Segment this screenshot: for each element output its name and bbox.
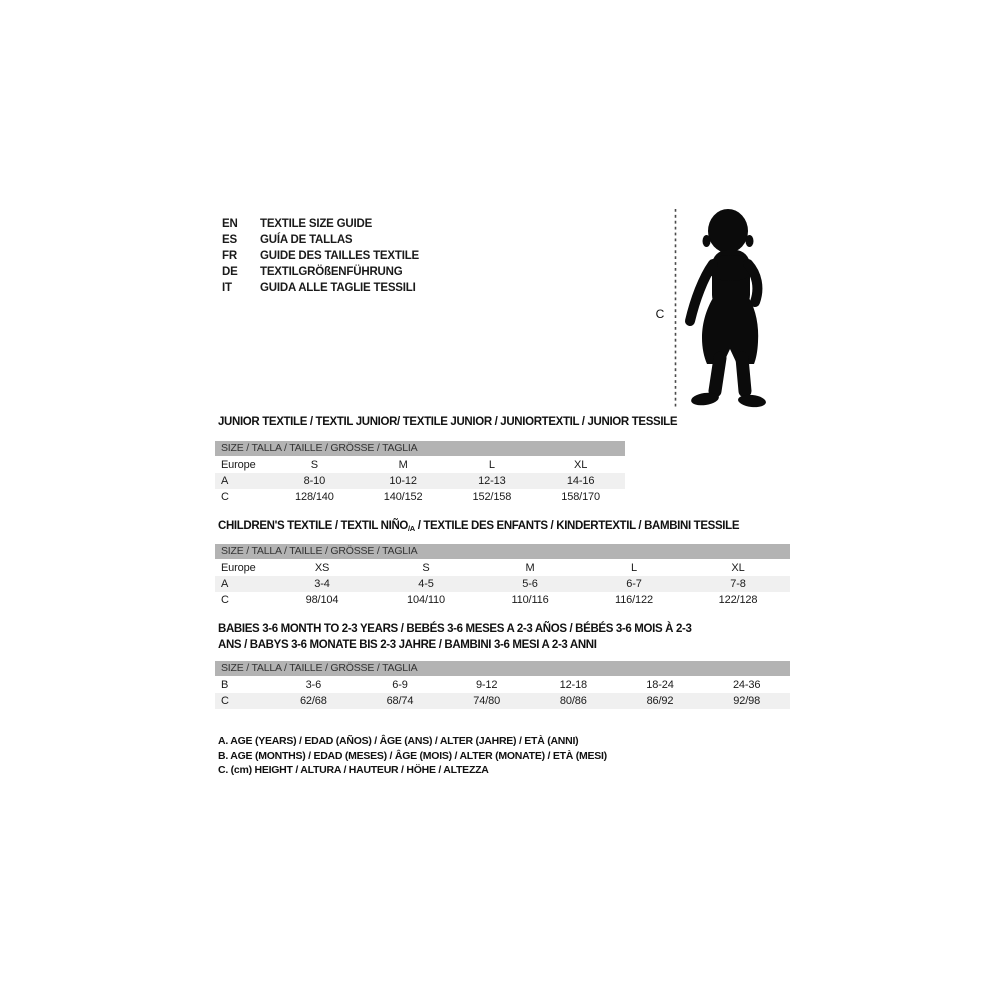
table-cell: XL [574,459,588,471]
table-cell: 74/80 [473,695,501,707]
table-cell: 3-6 [305,679,322,691]
language-row [222,280,419,296]
table-cell: 24-36 [732,679,761,691]
table-cell: 4-5 [418,578,434,590]
height-label-c: C [655,307,665,321]
language-row [222,216,419,232]
babies-size-table [215,661,790,709]
table-cell: 98/104 [305,594,339,606]
section-title-children [218,519,739,537]
table-row-height [215,693,790,709]
children-size-table [215,544,790,608]
legend-line-c: C. (cm) HEIGHT / ALTURA / HAUTEUR / HÖHE / ALTEZZA [218,764,489,776]
table-cell: 6-9 [392,679,408,691]
language-row [222,264,419,280]
table-cell: 62/68 [299,695,327,707]
table-row-europe [215,457,625,473]
table-cell: 122/128 [718,594,758,606]
toddler-silhouette-icon [650,202,780,410]
junior-size-table [215,441,625,505]
table-body [215,560,790,608]
table-cell: L [631,562,637,574]
language-row [222,248,419,264]
language-code: DE [222,266,238,278]
table-cell: 116/122 [615,594,653,606]
table-cell: 8-10 [303,475,326,487]
table-cell: XS [314,562,330,574]
table-cell: S [422,562,430,574]
table-cell: 14-16 [566,475,595,487]
title-text: CHILDREN'S TEXTILE / TEXTIL NIÑO [218,520,409,532]
language-label: GUÍA DE TALLAS [260,234,353,246]
table-cell: 158/170 [561,491,600,503]
table-cell: M [525,562,535,574]
table-cell: 6-7 [626,578,642,590]
table-cell: 92/98 [733,695,761,707]
table-cell: S [310,459,318,471]
row-label-cell: C [221,695,229,707]
table-row-age-years [215,473,625,489]
table-body [215,677,790,709]
section-title-babies: BABIES 3-6 MONTH TO 2-3 YEARS / BEBÉS 3-6 MESES A 2-3 AÑOS / BÉBÉS 3-6 MOIS À 2-3 ANS / BABYS 3-6 MONATE BIS 2-3 JAHRE / BAMBINI 3-6 MESI A 2-3 ANNI [218,623,692,651]
table-cell: 3-4 [314,578,330,590]
table-cell: 128/140 [295,491,334,503]
table-cell: 5-6 [522,578,538,590]
table-cell: 18-24 [646,679,674,691]
legend-block [218,734,607,778]
table-cell: 9-12 [475,679,498,691]
language-code: IT [222,282,232,294]
table-cell: 152/158 [472,491,512,503]
language-row [222,232,419,248]
row-label-cell: Europe [221,459,256,471]
table-cell: M [398,459,408,471]
table-row-age-months [215,677,790,693]
table-row-height [215,489,625,505]
table-row-height [215,592,790,608]
table-cell: 110/116 [511,594,549,606]
section-title-junior: JUNIOR TEXTILE / TEXTIL JUNIOR/ TEXTILE JUNIOR / JUNIORTEXTIL / JUNIOR TESSILE [218,416,678,428]
row-label-cell: A [221,578,229,590]
language-label: TEXTILE SIZE GUIDE [260,218,373,230]
table-cell: 12-13 [478,475,506,487]
row-label-cell: C [221,594,229,606]
title-subscript: /A [408,524,415,533]
row-label-cell: A [221,475,229,487]
size-header-bar: SIZE / TALLA / TAILLE / GRÖSSE / TAGLIA [215,661,790,676]
table-row-age-years [215,576,790,592]
table-cell: 140/152 [383,491,423,503]
language-code: ES [222,234,237,246]
row-label-cell: B [221,679,229,691]
table-cell: 7-8 [730,578,746,590]
table-cell: 80/86 [559,695,587,707]
table-cell: 10-12 [389,475,417,487]
table-body [215,457,625,505]
toddler-figure [690,209,767,408]
language-label: GUIDA ALLE TAGLIE TESSILI [260,282,416,294]
table-cell: L [488,459,495,471]
language-label: GUIDE DES TAILLES TEXTILE [260,250,419,262]
title-text: / TEXTILE DES ENFANTS / KINDERTEXTIL / BAMBINI TESSILE [414,520,740,532]
table-row-europe [215,560,790,576]
row-label-cell: C [221,491,229,503]
language-label: TEXTILGRÖßENFÜHRUNG [260,266,403,278]
table-cell: 68/74 [386,695,414,707]
language-title-block [222,216,419,296]
table-cell: 12-18 [559,679,588,691]
size-header-bar: SIZE / TALLA / TAILLE / GRÖSSE / TAGLIA [215,441,625,456]
size-header-bar: SIZE / TALLA / TAILLE / GRÖSSE / TAGLIA [215,544,790,559]
language-code: EN [222,218,238,230]
table-cell: 86/92 [646,695,674,707]
legend-line-b: B. AGE (MONTHS) / EDAD (MESES) / ÂGE (MOIS) / ALTER (MONATE) / ETÀ (MESI) [218,749,607,762]
language-code: FR [222,250,237,262]
table-cell: XL [731,562,745,574]
legend-line-a: A. AGE (YEARS) / EDAD (AÑOS) / ÂGE (ANS) / ALTER (JAHRE) / ETÀ (ANNI) [218,735,579,747]
row-label-cell: Europe [221,562,256,574]
table-cell: 104/110 [407,594,445,606]
